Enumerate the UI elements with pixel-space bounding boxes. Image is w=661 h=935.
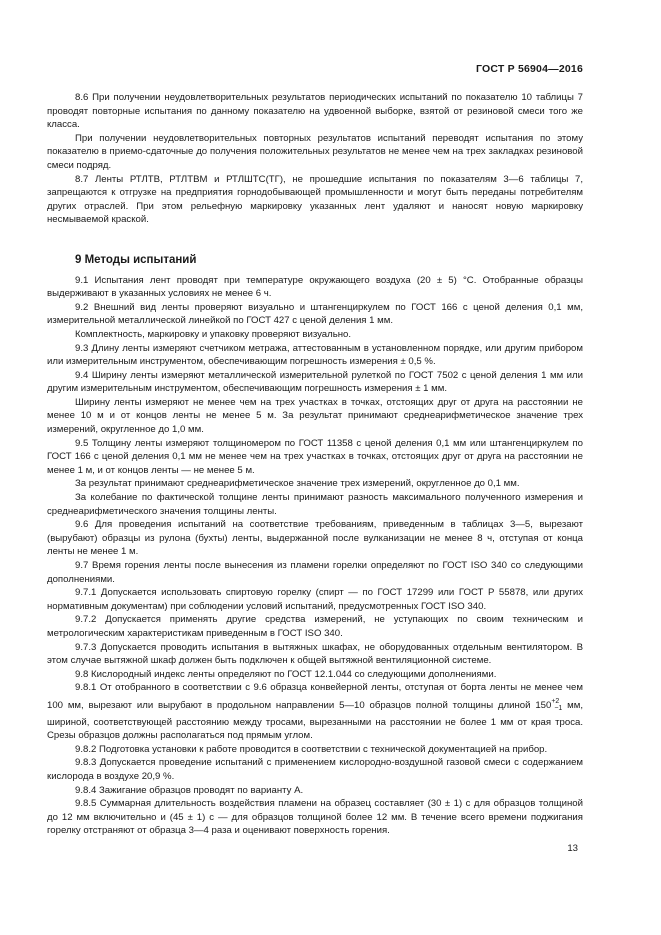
paragraph: 8.7 Ленты РТЛТВ, РТЛТВМ и РТЛШТС(ТГ), не прошедшие испытания по показателям 3—6 таблицы 7, запрещаются к отгрузке на предприятия горнодобывающей промышленности и могут быть переданы потребителям других отраслей. При этом рельефную маркировку указанных лент удаляют и наносят новую маркировку несмываемой краской. bbox=[47, 173, 583, 226]
tolerance-lower: −1 bbox=[554, 704, 563, 712]
spacer bbox=[47, 227, 583, 241]
paragraph: 9.7.2 Допускается применять другие средства измерений, не уступающих по своим техническим и метрологическим характеристикам приведенным в ГОСТ ISO 340. bbox=[47, 614, 583, 639]
paragraph: Ширину ленты измеряют не менее чем на трех участках в точках, отстоящих друг от друга на расстоянии не менее 10 м и от концов ленты не менее 5 м. За результат принимают среднеарифметическое значение трех измерений, округленное до 1,0 мм. bbox=[47, 396, 583, 436]
tolerance-upper: +2 bbox=[551, 697, 560, 705]
paragraph: 9.3 Длину ленты измеряют счетчиком метража, аттестованным в установленном порядке, или другим прибором или измерительным инструментом, обеспечивающим погрешность измерения ± 0,5 %. bbox=[47, 342, 583, 368]
paragraph: 9.7 Время горения ленты после вынесения из пламени горелки определяют по ГОСТ ISO 340 со следующими дополнениями. bbox=[47, 560, 583, 585]
paragraph-9-8-1 bbox=[47, 681, 583, 742]
document-body bbox=[47, 91, 583, 838]
paragraph: 9.4 Ширину ленты измеряют металлической измерительной рулеткой по ГОСТ 7502 с ценой деления 1 мм или другим измерительным инструментом, обеспечивающим погрешность измерения ± 1 мм. bbox=[47, 369, 583, 395]
page-number: 13 bbox=[567, 843, 578, 854]
paragraph: 9.6 Для проведения испытаний на соответствие требованиям, приведенным в таблицах 3—5, вырезают (вырубают) образцы из рулона (бухты) ленты, выдержанной после вулканизации не менее 8 ч, отступая от конца ленты не менее 1 м. bbox=[47, 519, 583, 558]
section-title: 9 Методы испытаний bbox=[75, 253, 197, 266]
paragraph: 9.8.3 Допускается проведение испытаний с применением кислородно-воздушной газовой смеси с содержанием кислорода в воздухе 20,9 %. bbox=[47, 757, 583, 782]
paragraph: 9.7.1 Допускается использовать спиртовую горелку (спирт — по ГОСТ 17299 или ГОСТ Р 55878, или других нормативным документам) при соблюдении условий испытаний, предусмотренных ГОСТ ISO 340. bbox=[47, 587, 583, 612]
paragraph: 9.7.3 Допускается проводить испытания в вытяжных шкафах, не оборудованных отдельным вентилятором. В этом случае вытяжной шкаф должен быть подключен к общей вытяжной вентиляционной системе. bbox=[47, 641, 583, 667]
paragraph: За колебание по фактической толщине ленты принимают разность максимального полученного измерения и среднеарифметического значения толщины ленты. bbox=[47, 492, 583, 517]
paragraph-text: 9.8.1 От отобранного в соответствии с 9.6 образца конвейерной ленты, отступая от борта ленты не менее чем 100 мм, вырезают или вырубают в продольном направлении 5—10 образцов полной толщины длиной bbox=[47, 682, 583, 711]
paragraph: 9.5 Толщину ленты измеряют толщиномером по ГОСТ 11358 с ценой деления 0,1 мм или штангенциркулем по ГОСТ 166 с ценой деления 0,1 мм не менее чем на трех участках в точках, отстоящих друг от друга на расстоянии не менее 1 м, и от концов ленты — не менее 5 м. bbox=[47, 437, 583, 476]
paragraph: 9.8.5 Суммарная длительность воздействия пламени на образец составляет (30 ± 1) с для образцов толщиной до 12 мм включительно и (45 ± 1) с — для образцов толщиной более 12 мм. В течение всего времени поджигания горелку отстраняют от образца 3—4 раза и оценивают поверхность горения. bbox=[47, 798, 583, 837]
paragraph: 9.8.2 Подготовка установки к работе проводится в соответствии с технической документацией на прибор. bbox=[75, 743, 548, 755]
paragraph: 9.2 Внешний вид ленты проверяют визуально и штангенциркулем по ГОСТ 166 с ценой деления 0,1 мм, измерительной металлической линейкой по ГОСТ 427 с ценой деления 1 мм. bbox=[47, 301, 583, 327]
paragraph: Комплектность, маркировку и упаковку проверяют визуально. bbox=[75, 328, 352, 340]
paragraph: При получении неудовлетворительных повторных результатов испытаний переводят испытания по этому показателю в приемо-сдаточные до получения положительных результатов не менее чем на трех закладках резиновой смеси подряд. bbox=[47, 132, 583, 171]
length-value: 150 bbox=[535, 699, 552, 711]
document-number-header: ГОСТ Р 56904—2016 bbox=[475, 63, 583, 75]
paragraph: 9.8 Кислородный индекс ленты определяют по ГОСТ 12.1.044 со следующими дополнениями. bbox=[75, 668, 497, 680]
paragraph-text: мм, шириной, соответствующей расстоянию между тросами, вырезанными на расстоянии не более 1 мм от края троса. Срезы образцов должны располагаться под прямым углом. bbox=[47, 699, 583, 742]
paragraph: 9.8.4 Зажигание образцов проводят по варианту А. bbox=[75, 784, 304, 796]
paragraph: 8.6 При получении неудовлетворительных результатов периодических испытаний по показателю 10 таблицы 7 проводят повторные испытания по данному показателю на удвоенной выборке, взятой от резиновой смеси того же класса. bbox=[47, 92, 583, 131]
paragraph: За результат принимают среднеарифметическое значение трех измерений, округленное до 0,1 мм. bbox=[75, 478, 520, 490]
paragraph: 9.1 Испытания лент проводят при температуре окружающего воздуха (20 ± 5) °С. Отобранные образцы выдерживают в указанных условиях не менее 6 ч. bbox=[47, 274, 583, 300]
